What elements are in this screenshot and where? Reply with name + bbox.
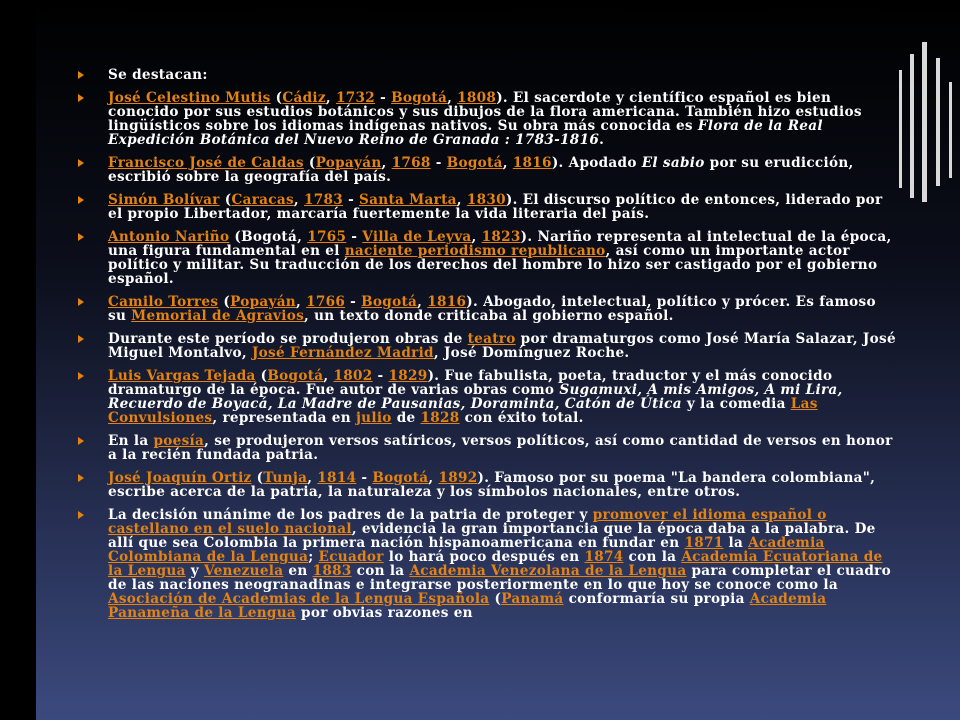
bullet-text: lo hará poco después en	[383, 549, 585, 565]
hyperlink[interactable]: 1766	[306, 294, 346, 310]
bullet-text: ,	[325, 90, 336, 106]
bullet-arrow-icon	[78, 196, 84, 204]
hyperlink[interactable]: 1828	[420, 410, 460, 426]
bullet-text: (	[251, 470, 264, 486]
hyperlink[interactable]: Panamá	[501, 591, 564, 607]
bullet-arrow-icon	[78, 159, 84, 167]
hyperlink[interactable]: 1765	[307, 229, 347, 245]
bullet-arrow-icon	[78, 94, 84, 102]
bullet-item	[78, 68, 898, 82]
bullet-text: ,	[471, 229, 482, 245]
hyperlink[interactable]: Academia Ecuatoriana de la Lengua	[108, 549, 883, 579]
hyperlink[interactable]: Asociación de Academias de la Lengua Española	[108, 591, 490, 607]
bullet-text: por su erudicción, escribió sobre la geografía del país.	[108, 155, 854, 185]
bullet-text: Durante este período se produjeron obras de	[108, 331, 468, 347]
bullet-text: y la comedia	[681, 396, 791, 412]
bullet-text: ). Famoso por su poema "La bandera colombiana", escribe acerca de la patria, la naturaleza y los símbolos nacionales, entre otros.	[108, 470, 876, 500]
bullet-text: (	[270, 90, 283, 106]
hyperlink[interactable]: Caracas	[231, 192, 294, 208]
decorative-bar	[910, 54, 914, 198]
hyperlink[interactable]: 1871	[684, 535, 724, 551]
bullet-text: ). Abogado, intelectual, político y prócer. Es famoso su	[108, 294, 876, 324]
hyperlink[interactable]: Cádiz	[282, 90, 326, 106]
bullet-text: y	[185, 563, 204, 579]
bullet-arrow-icon	[78, 233, 84, 241]
hyperlink[interactable]: Bogotá	[391, 90, 448, 106]
hyperlink[interactable]: Francisco José de Caldas	[108, 155, 304, 171]
hyperlink[interactable]: 1830	[466, 192, 506, 208]
decorative-bar	[922, 42, 927, 202]
bullet-text: ,	[447, 90, 458, 106]
bullet-arrow-icon	[78, 372, 84, 380]
hyperlink[interactable]: Las Convulsiones	[108, 396, 818, 426]
bullet-arrow-icon	[78, 511, 84, 519]
hyperlink[interactable]: Venezuela	[203, 563, 284, 579]
bullet-text: por obvias razones en	[296, 605, 473, 621]
hyperlink[interactable]: Bogotá	[267, 368, 324, 384]
bullet-item	[78, 332, 898, 360]
bullet-item	[78, 156, 898, 184]
left-band	[0, 0, 36, 720]
bullet-text: ,	[428, 470, 439, 486]
bullet-text: , evidencia la gran importancia que la época daba a la palabra. De allí que sea Colombia la primera nación hispanoamericana en fundar en	[108, 521, 876, 551]
bullet-text: ,	[502, 155, 513, 171]
bullet-text: ). Apodado	[551, 155, 642, 171]
bullet-text: , un texto donde criticaba al gobierno español.	[304, 308, 674, 324]
hyperlink[interactable]: 1816	[427, 294, 467, 310]
italic-title: Sugamuxi, A mis Amigos, A mi Lira, Recuerdo de Boyacá, La Madre de Pausanias, Doraminta, Catón de Útica	[108, 382, 843, 412]
bullet-text: (	[219, 192, 232, 208]
bullet-text: ,	[323, 368, 334, 384]
bullet-item	[78, 91, 898, 147]
bullet-item	[78, 369, 898, 425]
bullet-text: con la	[351, 563, 410, 579]
bullet-text: de	[391, 410, 421, 426]
bullet-item	[78, 295, 898, 323]
bullet-arrow-icon	[78, 335, 84, 343]
bullet-text: -	[375, 90, 392, 106]
hyperlink[interactable]: Bogotá	[361, 294, 418, 310]
hyperlink[interactable]: Villa de Leyva	[362, 229, 472, 245]
bullet-text: -	[372, 368, 389, 384]
bullet-text: (Bogotá,	[229, 229, 308, 245]
bullet-text: (	[218, 294, 231, 310]
hyperlink[interactable]: Luis Vargas Tejada	[108, 368, 256, 384]
bullet-text: la	[723, 535, 749, 551]
bullet-text: , se produjeron versos satíricos, versos políticos, así como cantidad de versos en honor a la recién fundada patria.	[108, 433, 893, 463]
bullet-text: -	[346, 229, 363, 245]
italic-title: El sabio	[641, 155, 705, 171]
bullet-text: ). Nariño representa al intelectual de la época, una figura fundamental en el	[108, 229, 892, 259]
bullet-text: ,	[296, 294, 307, 310]
hyperlink[interactable]: Bogotá	[372, 470, 429, 486]
hyperlink[interactable]: José Celestino Mutis	[108, 90, 271, 106]
bullet-text: con éxito total.	[459, 410, 584, 426]
bullet-arrow-icon	[78, 71, 84, 79]
bullet-text: , así como un importante actor político y militar. Su traducción de los derechos del hombre lo hizo ser castigado por el gobierno español.	[108, 243, 878, 287]
hyperlink[interactable]: 1829	[388, 368, 428, 384]
hyperlink[interactable]: 1823	[481, 229, 521, 245]
bullet-text: -	[430, 155, 447, 171]
bullet-item	[78, 230, 898, 286]
bullet-arrow-icon	[78, 474, 84, 482]
bullet-text: En la	[108, 433, 154, 449]
hyperlink[interactable]: Popayán	[315, 155, 382, 171]
hyperlink[interactable]: Academia Panameña de la Lengua	[108, 591, 827, 621]
bullet-text: -	[356, 470, 373, 486]
italic-title: Flora de la Real Expedición Botánica del Nuevo Reino de Granada : 1783-1816	[108, 118, 823, 148]
bullet-arrow-icon	[78, 437, 84, 445]
hyperlink[interactable]: Camilo Torres	[108, 294, 219, 310]
hyperlink[interactable]: 1732	[336, 90, 376, 106]
bullet-text: .	[599, 132, 605, 148]
hyperlink[interactable]: teatro	[467, 331, 516, 347]
bullet-text: (	[303, 155, 316, 171]
bullet-text: ). Fue fabulista, poeta, traductor y el más conocido dramaturgo de la época. Fue autor de varias obras como	[108, 368, 833, 398]
hyperlink[interactable]: José Fernández Madrid	[251, 345, 434, 361]
decorative-bar	[899, 70, 902, 188]
bullet-text: , José Domínguez Roche.	[433, 345, 630, 361]
bullet-item	[78, 471, 898, 499]
bullet-text: para completar el cuadro de las naciones neogranadinas e integrarse posteriormente en lo que hoy se conoce como la	[108, 563, 891, 593]
bullet-text: La decisión unánime de los padres de la patria de proteger y	[108, 507, 593, 523]
hyperlink[interactable]: Memorial de Agravios	[131, 308, 305, 324]
hyperlink[interactable]: 1802	[333, 368, 373, 384]
hyperlink[interactable]: Tunja	[263, 470, 308, 486]
bullet-text: con la	[623, 549, 682, 565]
hyperlink[interactable]: promover el idioma español o castellano en el suelo nacional	[108, 507, 827, 537]
hyperlink[interactable]: naciente periodismo republicano	[344, 243, 606, 259]
hyperlink[interactable]: Academia Venezolana de la Lengua	[409, 563, 687, 579]
hyperlink[interactable]: 1892	[438, 470, 478, 486]
hyperlink[interactable]: Antonio Nariño	[108, 229, 230, 245]
hyperlink[interactable]: 1768	[391, 155, 431, 171]
bullet-text: ). El discurso político de entonces, liderado por el propio Libertador, marcaría fuertemente la vida literaria del país.	[108, 192, 883, 222]
hyperlink[interactable]: Ecuador	[318, 549, 384, 565]
bullet-item	[78, 193, 898, 221]
hyperlink[interactable]: 1874	[584, 549, 624, 565]
bullet-text: (	[255, 368, 268, 384]
bullet-text: conformaría su propia	[563, 591, 750, 607]
bullet-list	[78, 68, 898, 620]
slide-content	[78, 68, 898, 629]
bullet-text: ). El sacerdote y científico español es bien conocido por sus estudios botánicos y sus dibujos de la flora americana. También hizo estudios lingüísticos sobre los idiomas indígenas nativos. Su obra más conocida es	[108, 90, 862, 134]
hyperlink[interactable]: Simón Bolívar	[108, 192, 220, 208]
hyperlink[interactable]: 1814	[317, 470, 357, 486]
hyperlink[interactable]: poesía	[153, 433, 205, 449]
hyperlink[interactable]: 1783	[303, 192, 344, 208]
bullet-item	[78, 508, 898, 620]
bullet-text: -	[345, 294, 362, 310]
bullet-item	[78, 434, 898, 462]
hyperlink[interactable]: Bogotá	[446, 155, 503, 171]
decorative-bars	[899, 42, 960, 202]
hyperlink[interactable]: 1808	[457, 90, 497, 106]
bullet-text: Se destacan:	[108, 67, 208, 83]
hyperlink[interactable]: julio	[355, 410, 392, 426]
bullet-text: ,	[417, 294, 428, 310]
hyperlink[interactable]: 1816	[512, 155, 552, 171]
hyperlink[interactable]: José Joaquín Ortiz	[108, 470, 252, 486]
decorative-bar	[949, 82, 952, 178]
bullet-text: , representada en	[212, 410, 356, 426]
bullet-text: -	[343, 192, 360, 208]
bullet-text: (	[489, 591, 502, 607]
bullet-text: ,	[307, 470, 318, 486]
bullet-text: ,	[293, 192, 304, 208]
bullet-text: ;	[308, 549, 319, 565]
hyperlink[interactable]: Santa Marta	[359, 192, 457, 208]
bullet-text: ,	[381, 155, 392, 171]
bullet-arrow-icon	[78, 298, 84, 306]
decorative-bar	[936, 58, 940, 186]
bullet-text: ,	[456, 192, 467, 208]
hyperlink[interactable]: Popayán	[230, 294, 296, 310]
hyperlink[interactable]: Academia Colombiana de la Lengua	[108, 535, 825, 565]
hyperlink[interactable]: 1883	[312, 563, 352, 579]
bullet-text: por dramaturgos como José María Salazar, José Miguel Montalvo,	[108, 331, 896, 361]
bullet-text: en	[283, 563, 313, 579]
